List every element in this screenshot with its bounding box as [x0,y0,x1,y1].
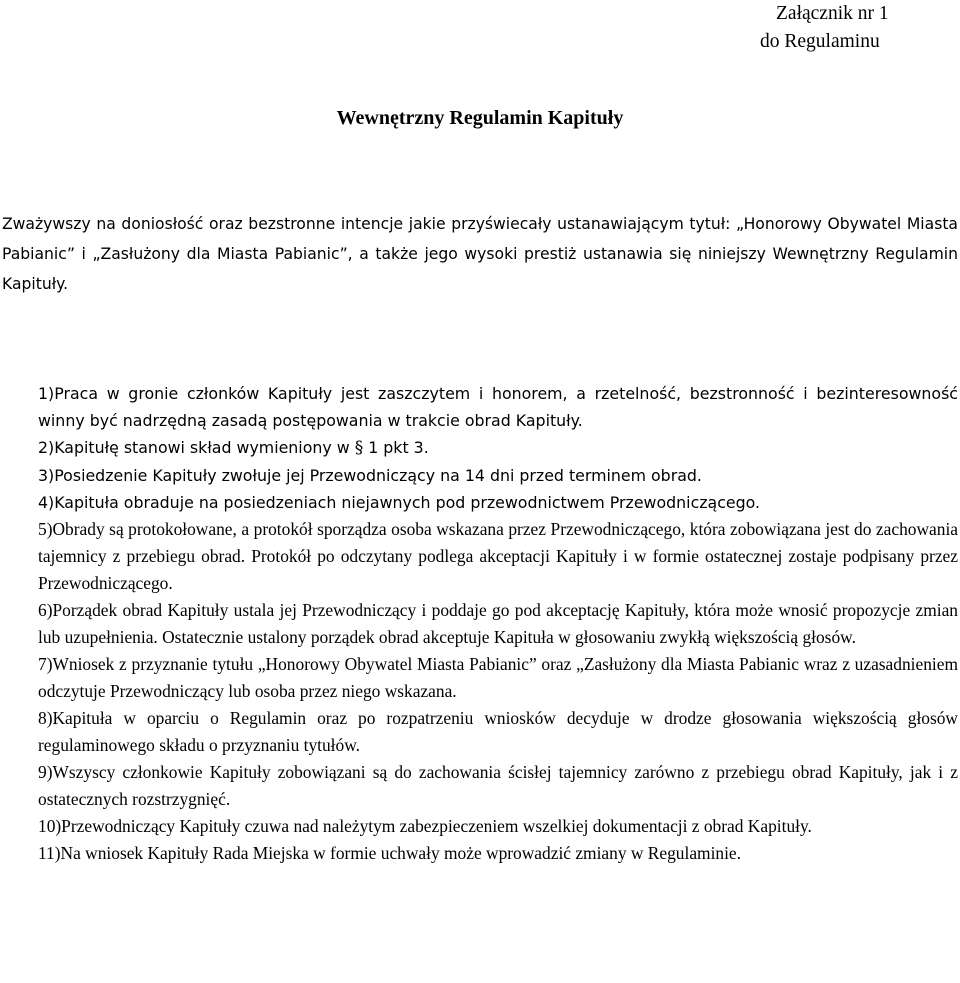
rule-item-4: 4)Kapituła obraduje na posiedzeniach niejawnych pod przewodnictwem Przewodniczącego. [38,493,761,512]
rule-item-6: 6)Porządek obrad Kapituły ustala jej Przewodniczący i poddaje go pod akceptację Kapituły, która może wnosić propozycje zmian lub uzupełnienia. Ostatecznie ustalony porządek obrad akceptuje Kapituła w głosowaniu zwykłą większością głosów. [38,600,958,647]
rule-item-2-text-after: 1 pkt 3. [363,438,429,457]
document-title: Wewnętrzny Regulamin Kapituły [336,107,624,129]
annex-reference: do Regulaminu [760,31,880,52]
rule-item-11: 11)Na wniosek Kapituły Rada Miejska w formie uchwały może wprowadzić zmiany w Regulaminie. [38,843,741,863]
annex-number: Załącznik nr 1 [776,3,889,24]
rule-item-1: 1)Praca w gronie członków Kapituły jest zaszczytem i honorem, a rzetelność, bezstronność i bezinteresowność winny być nadrzędną zasadą postępowania w trakcie obrad Kapituły. [38,384,958,430]
rule-item-5: 5)Obrady są protokołowane, a protokół sporządza osoba wskazana przez Przewodniczącego, która zobowiązana jest do zachowania tajemnicy z przebiegu obrad. Protokół po odczytany podlega akceptacji Kapituły i w formie ostatecznej zostaje podpisany przez Przewodniczącego. [38,519,958,593]
rule-item-10: 10)Przewodniczący Kapituły czuwa nad należytym zabezpieczeniem wszelkiej dokumentacji z obrad Kapituły. [38,816,812,836]
rule-item-2-text-before: 2)Kapitułę stanowi skład wymieniony w [38,438,355,457]
intro-paragraph: Zważywszy na doniosłość oraz bezstronne intencje jakie przyświecały ustanawiającym tytuł: „Honorowy Obywatel Miasta Pabianic” i „Zasłużony dla Miasta Pabianic”, a także jego wysoki prestiż ustanawia się niniejszy Wewnętrzny Regulamin Kapituły. [2,215,958,293]
rule-item-2 [38,434,958,462]
rule-item-7: 7)Wniosek z przyznanie tytułu „Honorowy Obywatel Miasta Pabianic” oraz „Zasłużony dla Miasta Pabianic wraz z uzasadnieniem odczytuje Przewodniczący lub osoba przez niego wskazana. [38,654,958,701]
paragraph-sign: § [354,438,364,458]
rule-item-8: 8)Kapituła w oparciu o Regulamin oraz po rozpatrzeniu wniosków decyduje w drodze głosowania większością głosów regulaminowego składu o przyznaniu tytułów. [38,708,958,755]
rule-item-9: 9)Wszyscy członkowie Kapituły zobowiązani są do zachowania ścisłej tajemnicy zarówno z przebiegu obrad Kapituły, jak i z ostatecznych rozstrzygnięć. [38,762,958,809]
rule-item-3: 3)Posiedzenie Kapituły zwołuje jej Przewodniczący na 14 dni przed terminem obrad. [38,466,702,485]
rules-list [38,380,958,867]
annex-header [760,0,960,56]
